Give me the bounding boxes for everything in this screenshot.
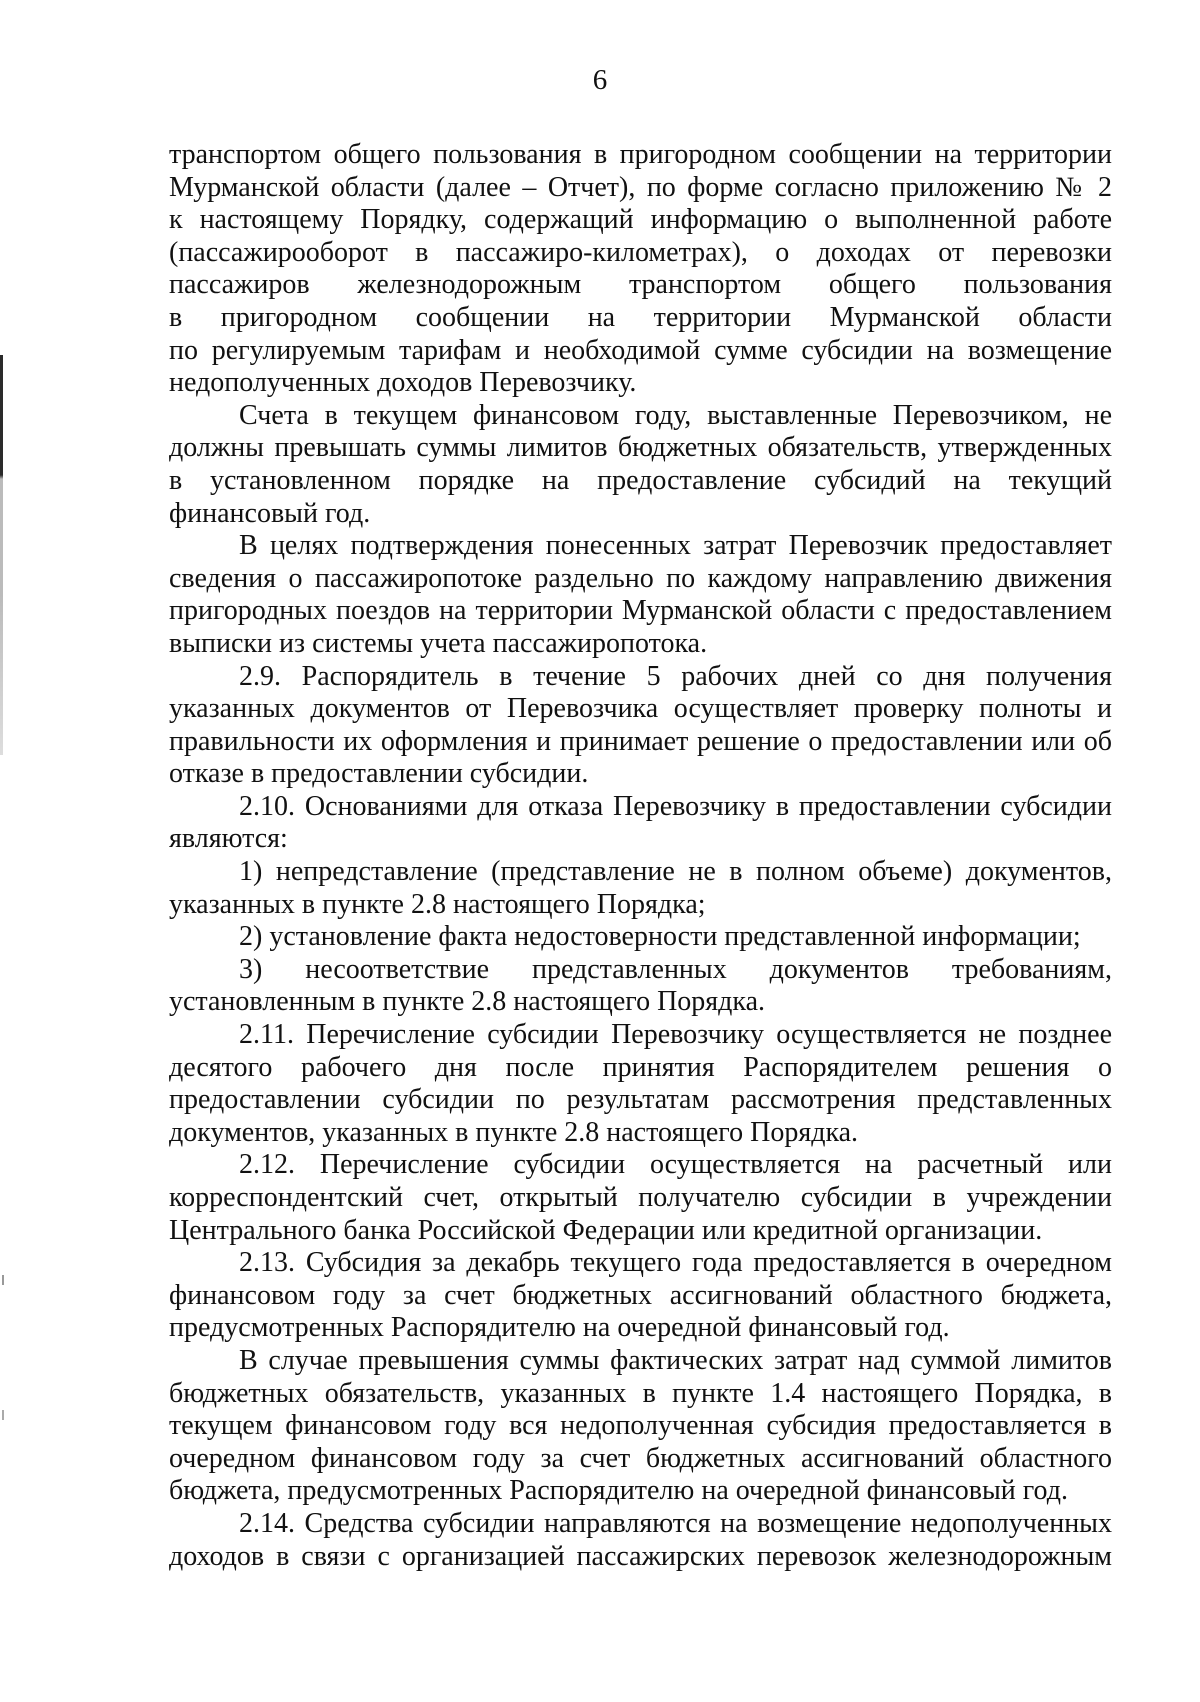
text-line: бюджетных обязательств, указанных в пункте 1.4 настоящего Порядка, в xyxy=(169,1377,1112,1409)
text-line: документов, указанных в пункте 2.8 настоящего Порядка. xyxy=(169,1116,859,1148)
text-line: транспортом общего пользования в пригородном сообщении на территории xyxy=(169,139,1112,170)
text-line: предусмотренных Распорядителю на очередной финансовый год. xyxy=(169,1312,950,1344)
scan-edge-artifact xyxy=(0,355,3,755)
text-line: текущем финансовом году вся недополученная субсидия предоставляется в xyxy=(169,1410,1112,1442)
text-line: доходов в связи с организацией пассажирских перевозок железнодорожным xyxy=(169,1540,1112,1572)
text-line: Счета в текущем финансовом году, выставленные Перевозчиком, не xyxy=(239,399,1112,431)
text-line: бюджета, предусмотренных Распорядителю на очередной финансовый год. xyxy=(169,1475,1068,1507)
text-line: финансовом году за счет бюджетных ассигнований областного бюджета, xyxy=(169,1279,1112,1311)
text-line: В случае превышения суммы фактических затрат над суммой лимитов xyxy=(239,1344,1112,1376)
text-line: финансовый год. xyxy=(169,497,371,529)
text-line: пассажиров железнодорожным транспортом общего пользования xyxy=(169,269,1112,301)
text-line: должны превышать суммы лимитов бюджетных обязательств, утвержденных xyxy=(169,432,1112,464)
text-line: являются: xyxy=(169,823,288,855)
text-line: 1) непредставление (представление не в полном объеме) документов, xyxy=(239,856,1112,888)
text-line: 2.9. Распорядитель в течение 5 рабочих дней со дня получения xyxy=(239,660,1112,692)
text-line: Мурманской области (далее – Отчет), по форме согласно приложению № 2 xyxy=(169,171,1112,203)
text-line: Центрального банка Российской Федерации или кредитной организации. xyxy=(169,1214,1043,1246)
text-line: предоставлении субсидии по результатам рассмотрения представленных xyxy=(169,1084,1112,1116)
text-line: пригородных поездов на территории Мурманской области с предоставлением xyxy=(169,595,1112,627)
text-line: выписки из системы учета пассажиропотока. xyxy=(169,627,708,659)
text-line: сведения о пассажиропотоке раздельно по каждому направлению движения xyxy=(169,562,1112,594)
text-line: 2.12. Перечисление субсидии осуществляется на расчетный или xyxy=(239,1149,1112,1181)
document-body xyxy=(169,139,1112,1573)
text-line: недополученных доходов Перевозчику. xyxy=(169,367,637,399)
text-line: 2.13. Субсидия за декабрь текущего года предоставляется в очередном xyxy=(239,1247,1112,1279)
text-line: (пассажирооборот в пассажиро-километрах), о доходах от перевозки xyxy=(169,236,1112,268)
text-line: 2.11. Перечисление субсидии Перевозчику осуществляется не позднее xyxy=(239,1019,1112,1051)
scan-mark xyxy=(2,1410,4,1420)
text-line: указанных документов от Перевозчика осуществляет проверку полноты и xyxy=(169,693,1112,725)
text-line: отказе в предоставлении субсидии. xyxy=(169,758,589,790)
scan-mark xyxy=(2,1275,4,1285)
text-line: 2.14. Средства субсидии направляются на возмещение недополученных xyxy=(239,1507,1112,1539)
text-line: установленным в пункте 2.8 настоящего Порядка. xyxy=(169,986,766,1018)
text-line: очередном финансовом году за счет бюджетных ассигнований областного xyxy=(169,1442,1112,1474)
text-line: В целях подтверждения понесенных затрат Перевозчик предоставляет xyxy=(239,530,1112,562)
text-line: к настоящему Порядку, содержащий информацию о выполненной работе xyxy=(169,204,1112,236)
text-line: десятого рабочего дня после принятия Распорядителем решения о xyxy=(169,1051,1112,1083)
text-line: 3) несоответствие представленных документов требованиям, xyxy=(239,953,1112,985)
text-line: указанных в пункте 2.8 настоящего Порядка; xyxy=(169,888,706,920)
text-line: в установленном порядке на предоставление субсидий на текущий xyxy=(169,464,1112,496)
text-line: правильности их оформления и принимает решение о предоставлении или об xyxy=(169,725,1112,757)
text-line: 2.10. Основаниями для отказа Перевозчику в предоставлении субсидии xyxy=(239,790,1112,822)
page-number: 6 xyxy=(592,64,608,96)
text-line: корреспондентский счет, открытый получателю субсидии в учреждении xyxy=(169,1182,1112,1213)
text-line: по регулируемым тарифам и необходимой сумме субсидии на возмещение xyxy=(169,334,1112,366)
text-line: 2) установление факта недостоверности представленной информации; xyxy=(239,921,1081,953)
text-line: в пригородном сообщении на территории Мурманской области xyxy=(169,301,1112,333)
